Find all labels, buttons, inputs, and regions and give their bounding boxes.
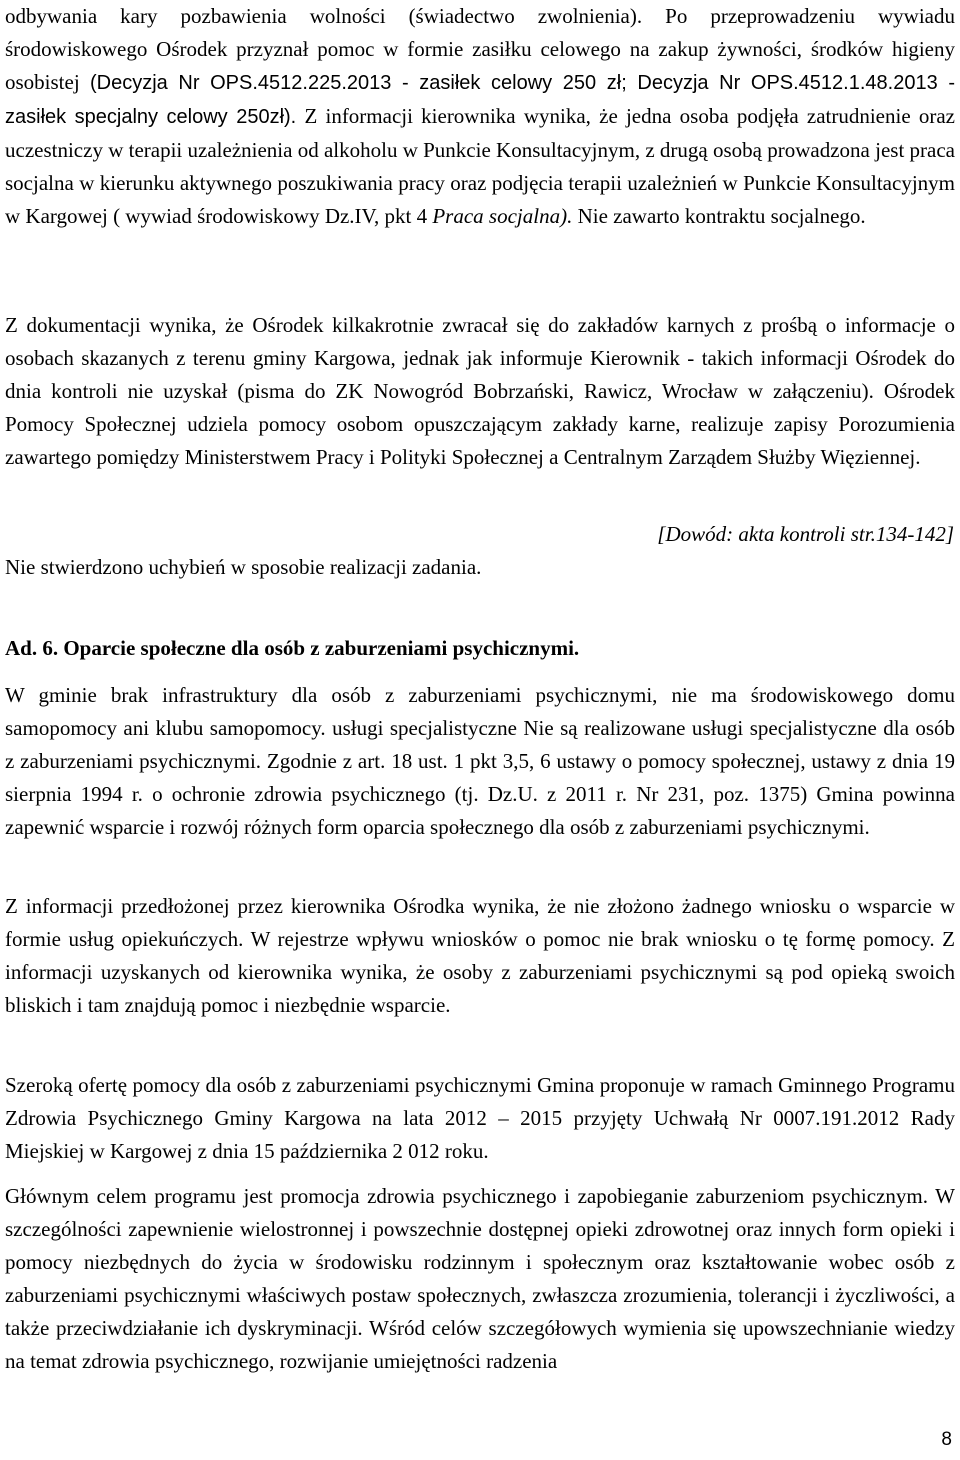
paragraph-prison-release-aid [5, 0, 955, 233]
decision-reference: (Decyzja Nr OPS.4512.225.2013 - zasiłek celowy 250 zł; Decyzja Nr OPS.4512.1.48.2013 - zasiłek specjalny celowy 250zł). [5, 72, 955, 128]
paragraph-text: Z informacji kierownika wynika, że jedna osoba podjęła zatrudnienie oraz uczestniczy w terapii uzależnienia od alkoholu w Punkcie Konsultacyjnym, z drugą osobą prowadzona jest praca socjalna w kierunku aktywnego poszukiwania pracy oraz podjęcia terapii uzależnień w Punkcie Konsultacyjnym w Kargowej ( wywiad środowiskowy Dz.IV, pkt 4 [5, 104, 956, 228]
paragraph-program-goals: Głównym celem programu jest promocja zdrowia psychicznego i zapobieganie zaburzeniom psychicznym. W szczególności zapewnienie wielostronnej i powszechnie dostępnej opieki zdrowotnej oraz innych form opieki i pomocy niezbędnych do życia w środowisku rodzinnym i społecznym oraz kształtowanie wobec osób z zaburzeniami psychicznymi właściwych postaw społecznych, zwłaszcza zrozumienia, tolerancji i życzliwości, a także przeciwdziałanie ich dyskryminacji. Wśród celów szczegółowych wymienia się upowszechnianie wiedzy na temat zdrowia psychicznego, rozwijanie umiejętności radzenia [5, 1184, 955, 1373]
paragraph-infrastructure: W gminie brak infrastruktury dla osób z zaburzeniami psychicznymi, nie ma środowiskowego domu samopomocy ani klubu samopomocy. usługi specjalistyczne Nie są realizowane usługi specjalistyczne dla osób z zaburzeniami psychicznymi. Zgodnie z art. 18 ust. 1 pkt 3,5, 6 ustawy o pomocy społecznej, ustawy z dnia 19 sierpnia 1994 r. o ochronie zdrowia psychicznego (tj. Dz.U. z 2011 r. Nr 231, poz. 1375) Gmina powinna zapewnić wsparcie i rozwój różnych form oparcia społecznego dla osób z zaburzeniami psychicznymi. [5, 683, 955, 839]
paragraph-conclusion: Nie stwierdzono uchybień w sposobie realizacji zadania. [5, 555, 482, 579]
paragraph-health-program: Szeroką ofertę pomocy dla osób z zaburzeniami psychicznymi Gmina proponuje w ramach Gminnego Programu Zdrowia Psychicznego Gminy Kargowa na lata 2012 – 2015 przyjęty Uchwałą Nr 0007.191.2012 Rady Miejskiej w Kargowej z dnia 15 października 2 012 roku. [5, 1073, 955, 1163]
paragraph-care-services: Z informacji przedłożonej przez kierownika Ośrodka wynika, że nie złożono żadnego wniosku o wsparcie w formie usług opiekuńczych. W rejestrze wpływu wniosków o pomoc nie brak wniosku o tę formę pomocy. Z informacji uzyskanych od kierownika wynika, że osoby z zaburzeniami psychicznymi są pod opieką swoich bliskich i tam znajdują pomoc i niezbędnie wsparcie. [5, 894, 955, 1017]
paragraph-text: Nie zawarto kontraktu socjalnego. [572, 204, 866, 228]
paragraph-text: odbywania kary pozbawienia wolności (świadectwo zwolnienia). Po przeprowadzeniu wywiadu środowiskowego Ośrodek przyznał pomoc w formie zasiłku celowego na zakup żywności, środków higieny osobistej [5, 4, 955, 94]
section-heading: Ad. 6. Oparcie społeczne dla osób z zaburzeniami psychicznymi. [5, 636, 580, 660]
italic-reference: Praca socjalna). [432, 204, 573, 228]
paragraph-prison-documentation: Z dokumentacji wynika, że Ośrodek kilkakrotnie zwracał się do zakładów karnych z prośbą o informacje o osobach skazanych z terenu gminy Kargowa, jednak jak informuje Kierownik - takich informacji Ośrodek do dnia kontroli nie uzyskał (pisma do ZK Nowogród Bobrzański, Rawicz, Wrocław w załączeniu). Ośrodek Pomocy Społecznej udziela pomocy osobom opuszczającym zakłady karne, realizuje zapisy Porozumienia zawartego pomiędzy Ministerstwem Pracy i Polityki Społecznej a Centralnym Zarządem Służby Więziennej. [5, 313, 955, 469]
page-number: 8 [941, 1429, 952, 1450]
evidence-reference: [Dowód: akta kontroli str.134-142] [657, 522, 954, 546]
